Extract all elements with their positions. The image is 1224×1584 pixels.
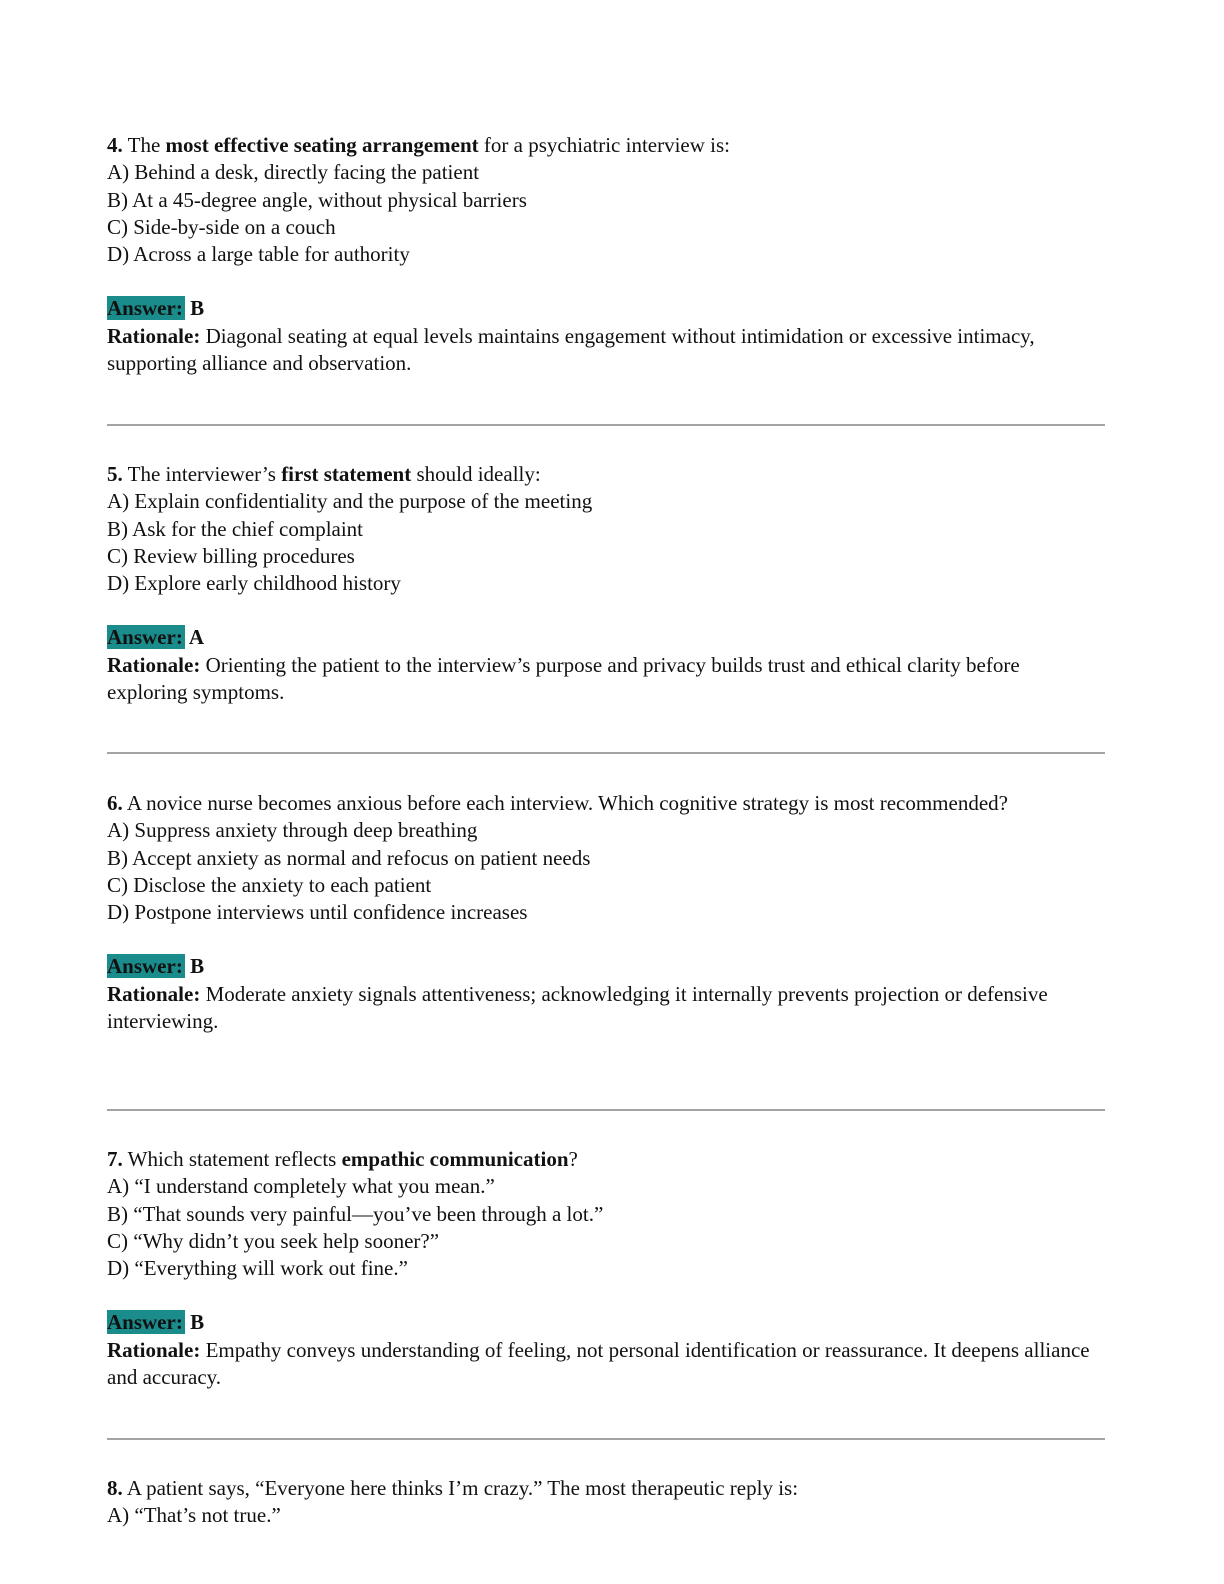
answer-value: A: [184, 625, 205, 650]
option-d: D) Explore early childhood history: [107, 571, 401, 596]
question-4: [107, 132, 1105, 377]
question-6: [107, 790, 1105, 1035]
answer-line: [107, 295, 1105, 322]
rationale-label: Rationale:: [107, 1337, 201, 1362]
option-b: B) At a 45-degree angle, without physical barriers: [107, 187, 527, 212]
option-d: D) Postpone interviews until confidence increases: [107, 900, 528, 925]
rationale: [107, 1337, 1105, 1392]
rationale: [107, 323, 1105, 378]
section-divider: [107, 424, 1105, 426]
option-a: A) Suppress anxiety through deep breathing: [107, 818, 478, 843]
option-c: C) Review billing procedures: [107, 543, 355, 568]
section-divider: [107, 752, 1105, 754]
option-a: A) Explain confidentiality and the purpose of the meeting: [107, 489, 593, 514]
option-a: A) Behind a desk, directly facing the patient: [107, 160, 480, 185]
answer-label: Answer:: [107, 1310, 183, 1335]
option-c: C) “Why didn’t you seek help sooner?”: [107, 1228, 440, 1253]
option-c: C) Side-by-side on a couch: [107, 214, 336, 239]
answer-label: Answer:: [107, 296, 183, 321]
option-b: B) Accept anxiety as normal and refocus on patient needs: [107, 845, 591, 870]
question-number: 5.: [107, 462, 123, 486]
option-d: D) Across a large table for authority: [107, 242, 410, 267]
answer-value: B: [184, 1310, 205, 1335]
rationale-label: Rationale:: [107, 652, 201, 677]
question-number: 8.: [107, 1476, 123, 1500]
question-number: 7.: [107, 1147, 123, 1171]
answer-value: B: [184, 954, 205, 979]
stem-emphasis: most effective seating arrangement: [165, 133, 479, 157]
rationale-label: Rationale:: [107, 323, 201, 348]
rationale-text: Orienting the patient to the interview’s purpose and privacy builds trust and ethical clarity before exploring symptoms.: [107, 652, 1020, 705]
option-a: A) “I understand completely what you mean.”: [107, 1174, 495, 1199]
question-7: [107, 1146, 1105, 1391]
answer-line: [107, 953, 1105, 980]
rationale: [107, 981, 1105, 1036]
option-c: C) Disclose the anxiety to each patient: [107, 872, 432, 897]
option-b: B) Ask for the chief complaint: [107, 516, 364, 541]
section-divider: [107, 1109, 1105, 1111]
answer-line: [107, 624, 1105, 651]
answer-label: Answer:: [107, 625, 183, 650]
rationale-label: Rationale:: [107, 981, 201, 1006]
stem-emphasis: first statement: [281, 462, 412, 486]
question-stem: 4. The most effective seating arrangement for a psychiatric interview is:: [107, 133, 731, 157]
question-number: 6.: [107, 791, 123, 815]
rationale-text: Diagonal seating at equal levels maintains engagement without intimidation or excessive intimacy, supporting alliance and observation.: [107, 323, 1035, 376]
option-d: D) “Everything will work out fine.”: [107, 1256, 408, 1281]
stem-emphasis: empathic communication: [341, 1147, 569, 1171]
question-stem: 6. A novice nurse becomes anxious before each interview. Which cognitive strategy is most recommended?: [107, 791, 1008, 815]
option-a: A) “That’s not true.”: [107, 1503, 281, 1528]
section-divider: [107, 1438, 1105, 1440]
question-number: 4.: [107, 133, 123, 157]
question-stem: 5. The interviewer’s first statement should ideally:: [107, 462, 541, 486]
question-stem: 8. A patient says, “Everyone here thinks I’m crazy.” The most therapeutic reply is:: [107, 1476, 799, 1500]
question-5: [107, 461, 1105, 706]
answer-value: B: [184, 296, 205, 321]
answer-line: [107, 1309, 1105, 1336]
question-stem: 7. Which statement reflects empathic communication?: [107, 1147, 578, 1171]
question-8: [107, 1475, 1105, 1530]
answer-label: Answer:: [107, 954, 183, 979]
rationale: [107, 652, 1105, 707]
rationale-text: Empathy conveys understanding of feeling, not personal identification or reassurance. It deepens alliance and accuracy.: [107, 1337, 1090, 1390]
option-b: B) “That sounds very painful—you’ve been through a lot.”: [107, 1201, 604, 1226]
rationale-text: Moderate anxiety signals attentiveness; acknowledging it internally prevents projection or defensive interviewing.: [107, 981, 1048, 1034]
